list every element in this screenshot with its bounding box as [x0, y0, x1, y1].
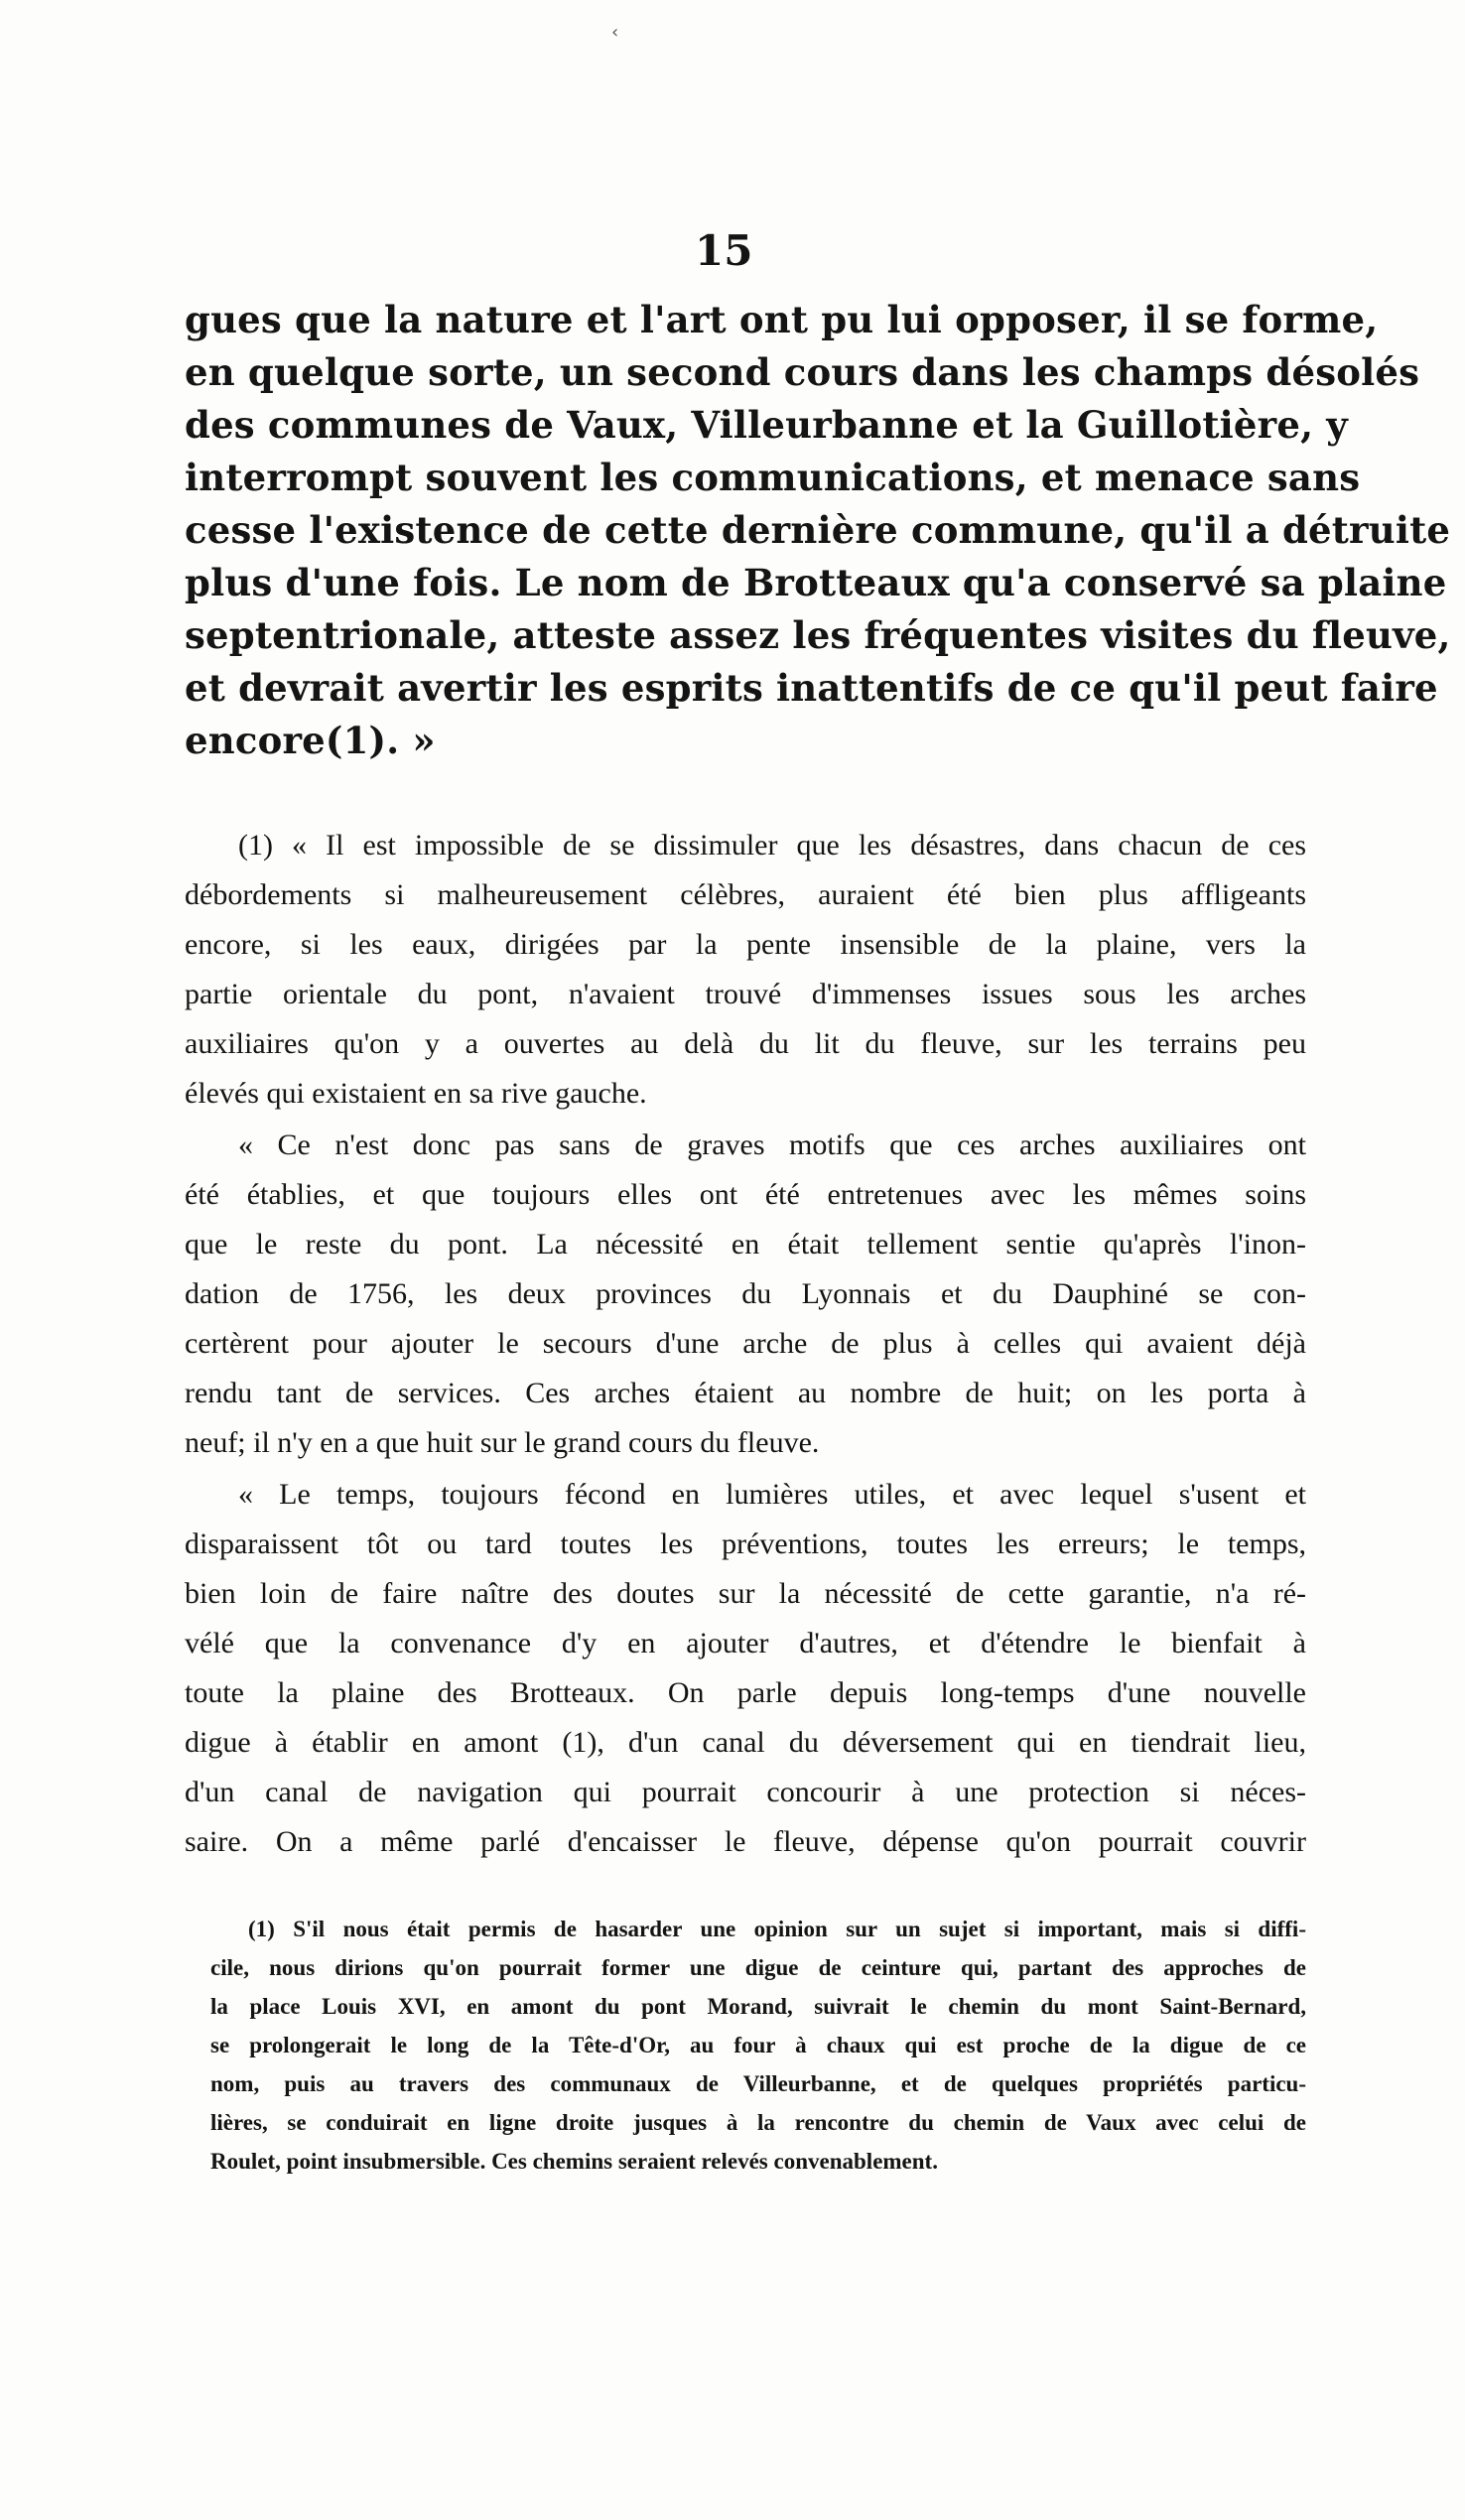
note-line: (1) « Il est impossible de se dissimuler que les désastres, dans chacun de ces	[238, 829, 1306, 862]
note-line: encore, si les eaux, dirigées par la pente insensible de la plaine, vers la	[185, 928, 1306, 961]
body-line: en quelque sorte, un second cours dans les champs désolés	[185, 350, 1420, 394]
note-line: été établies, et que toujours elles ont été entretenues avec les mêmes soins	[185, 1178, 1306, 1211]
note-line: débordements si malheureusement célèbres, auraient été bien plus affligeants	[185, 878, 1306, 911]
note-line: que le reste du pont. La nécessité en était tellement sentie qu'après l'inon-	[185, 1228, 1306, 1260]
footnote-line: nom, puis au travers des communaux de Villeurbanne, et de quelques propriétés particu-	[210, 2071, 1306, 2096]
corner-mark: ‹	[611, 22, 619, 43]
footnote-line: (1) S'il nous était permis de hasarder une opinion sur un sujet si important, mais si diffi-	[248, 1917, 1306, 1941]
note-line: toute la plaine des Brotteaux. On parle depuis long-temps d'une nouvelle	[185, 1676, 1306, 1709]
note-line: auxiliaires qu'on y a ouvertes au delà du lit du fleuve, sur les terrains peu	[185, 1027, 1306, 1060]
note-line: partie orientale du pont, n'avaient trouvé d'immenses issues sous les arches	[185, 978, 1306, 1010]
page-number: 15	[695, 226, 753, 275]
body-line: cesse l'existence de cette dernière commune, qu'il a détruite	[185, 508, 1451, 552]
note-line: rendu tant de services. Ces arches étaient au nombre de huit; on les porta à	[185, 1377, 1306, 1409]
note-line: neuf; il n'y en a que huit sur le grand cours du fleuve.	[185, 1426, 820, 1459]
note-line: vélé que la convenance d'y en ajouter d'autres, et d'étendre le bienfait à	[185, 1627, 1306, 1659]
body-line: des communes de Vaux, Villeurbanne et la Guillotière, y	[185, 403, 1348, 447]
footnote-line: se prolongerait le long de la Tête-d'Or, au four à chaux qui est proche de la digue de ce	[210, 2033, 1306, 2057]
note-line: d'un canal de navigation qui pourrait concourir à une protection si néces-	[185, 1776, 1306, 1808]
body-line: septentrionale, atteste assez les fréquentes visites du fleuve,	[185, 613, 1451, 657]
body-line: gues que la nature et l'art ont pu lui opposer, il se forme,	[185, 298, 1379, 341]
footnote-line: lières, se conduirait en ligne droite jusques à la rencontre du chemin de Vaux avec celui de	[210, 2110, 1306, 2135]
note-line: certèrent pour ajouter le secours d'une arche de plus à celles qui avaient déjà	[185, 1327, 1306, 1360]
note-line: bien loin de faire naître des doutes sur la nécessité de cette garantie, n'a ré-	[185, 1577, 1306, 1610]
body-line: plus d'une fois. Le nom de Brotteaux qu'a conservé sa plaine	[185, 561, 1447, 604]
footnote-line: cile, nous dirions qu'on pourrait former une digue de ceinture qui, partant des approches de	[210, 1955, 1306, 1980]
note-line: digue à établir en amont (1), d'un canal du déversement qui en tiendrait lieu,	[185, 1726, 1306, 1759]
note-line: dation de 1756, les deux provinces du Lyonnais et du Dauphiné se con-	[185, 1277, 1306, 1310]
body-line: et devrait avertir les esprits inattentifs de ce qu'il peut faire	[185, 666, 1438, 710]
note-line: saire. On a même parlé d'encaisser le fleuve, dépense qu'on pourrait couvrir	[185, 1825, 1306, 1858]
note-line: disparaissent tôt ou tard toutes les préventions, toutes les erreurs; le temps,	[185, 1527, 1306, 1560]
footnote-line: la place Louis XVI, en amont du pont Morand, suivrait le chemin du mont Saint-Bernard,	[210, 1994, 1306, 2019]
body-line: interrompt souvent les communications, et menace sans	[185, 456, 1361, 499]
note-line: « Le temps, toujours fécond en lumières utiles, et avec lequel s'usent et	[238, 1478, 1306, 1511]
body-line: encore(1). »	[185, 719, 436, 762]
note-line: élevés qui existaient en sa rive gauche.	[185, 1077, 647, 1110]
footnote-line: Roulet, point insubmersible. Ces chemins seraient relevés convenablement.	[210, 2149, 938, 2174]
note-line: « Ce n'est donc pas sans de graves motifs que ces arches auxiliaires ont	[238, 1128, 1306, 1161]
